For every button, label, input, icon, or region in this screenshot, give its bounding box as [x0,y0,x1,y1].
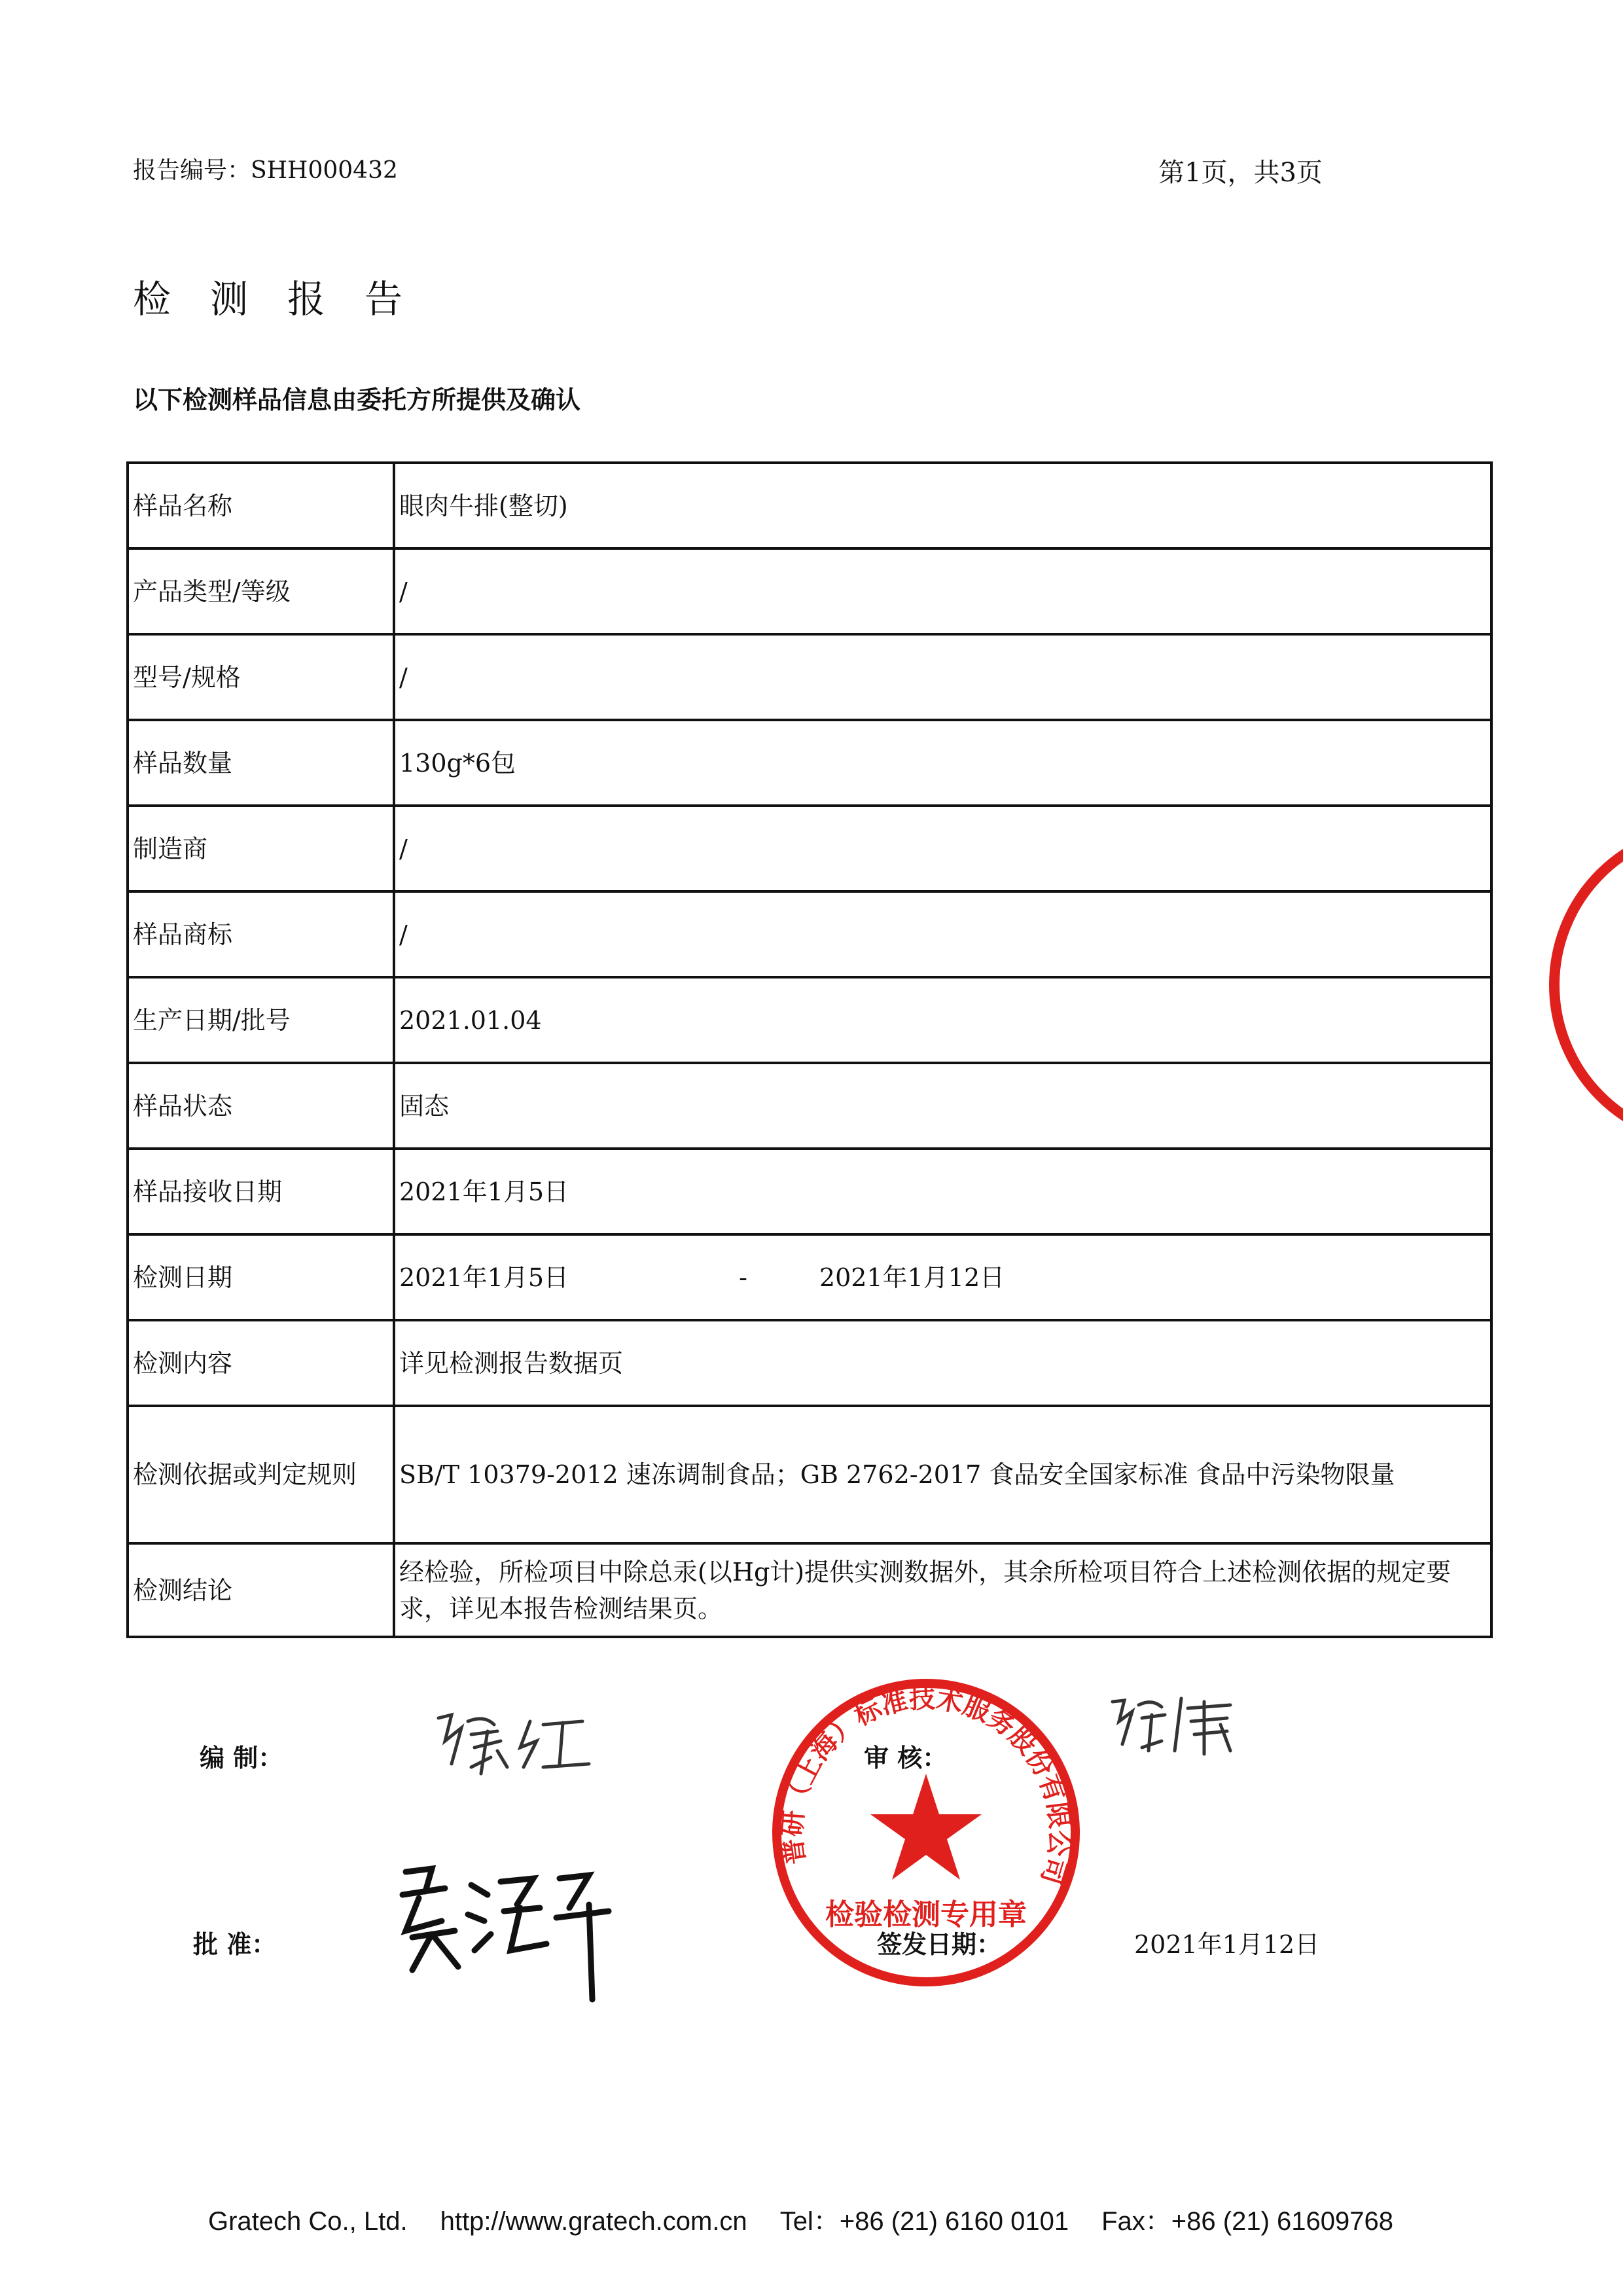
approver-signature [393,1859,635,2009]
approver-label: 批 准： [193,1929,277,1959]
row-value: 2021年1月5日 [394,1149,1491,1234]
row-value: 详见检测报告数据页 [394,1320,1491,1406]
test-end-date: 2021年1月12日 [819,1263,1005,1292]
row-label: 检测结论 [128,1543,394,1637]
compiler-signature [432,1702,609,1787]
row-value: SB/T 10379-2012 速冻调制食品；GB 2762-2017 食品安全国家标准 食品中污染物限量 [394,1406,1491,1543]
row-value: 固态 [394,1063,1491,1149]
edge-stamp [1535,821,1623,1149]
table-row [128,634,1491,720]
table-row [128,720,1491,806]
row-value: / [394,806,1491,891]
page-indicator: 第1页，共3页 [1158,158,1323,188]
row-value [394,1234,1491,1320]
table-row [128,806,1491,891]
row-label: 型号/规格 [128,634,394,720]
issue-date-label: 签发日期： [877,1929,1002,1959]
sample-info-table [126,461,1493,1638]
svg-text:普研（上海）标准技术服务股份有限公司: 普研（上海）标准技术服务股份有限公司 [777,1683,1075,1888]
row-label: 检测日期 [128,1234,394,1320]
row-label: 检测依据或判定规则 [128,1406,394,1543]
row-label: 生产日期/批号 [128,977,394,1063]
table-row [128,1063,1491,1149]
row-label: 样品商标 [128,891,394,977]
row-value: / [394,634,1491,720]
row-label: 产品类型/等级 [128,548,394,634]
row-value: / [394,891,1491,977]
reviewer-label: 审 核： [864,1743,948,1772]
row-label: 样品名称 [128,463,394,548]
row-value: 130g*6包 [394,720,1491,806]
footer-fax: Fax：+86 (21) 61609768 [1101,2207,1393,2236]
row-label: 样品接收日期 [128,1149,394,1234]
table-row [128,463,1491,548]
footer-url[interactable]: http://www.gratech.com.cn [440,2207,747,2236]
row-value: 眼肉牛排(整切) [394,463,1491,548]
row-value: 2021.01.04 [394,977,1491,1063]
table-row [128,1234,1491,1320]
row-value: 经检验，所检项目中除总汞(以Hg计)提供实测数据外，其余所检项目符合上述检测依据的规定要求，详见本报告检测结果页。 [394,1543,1491,1637]
compiler-label: 编 制： [200,1743,283,1772]
table-row [128,548,1491,634]
row-label: 检测内容 [128,1320,394,1406]
table-row [128,1149,1491,1234]
table-row [128,1320,1491,1406]
row-label: 样品数量 [128,720,394,806]
intro-text: 以下检测样品信息由委托方所提供及确认 [133,385,581,414]
footer [208,2200,1426,2238]
row-value: / [394,548,1491,634]
table-row [128,1543,1491,1637]
footer-company: Gratech Co., Ltd. [208,2207,408,2236]
page-title: 检测报告 [133,277,442,321]
table-row [128,891,1491,977]
svg-text:检验检测专用章: 检验检测专用章 [825,1898,1027,1931]
report-number: 报告编号：SHH000432 [133,157,398,184]
footer-tel: Tel：+86 (21) 6160 0101 [779,2207,1069,2236]
table-row [128,977,1491,1063]
date-separator: - [739,1263,747,1292]
table-row [128,1406,1491,1543]
test-start-date: 2021年1月5日 [399,1263,569,1292]
row-label: 样品状态 [128,1063,394,1149]
reviewer-signature [1106,1689,1243,1761]
issue-date: 2021年1月12日 [1134,1930,1320,1959]
row-label: 制造商 [128,806,394,891]
